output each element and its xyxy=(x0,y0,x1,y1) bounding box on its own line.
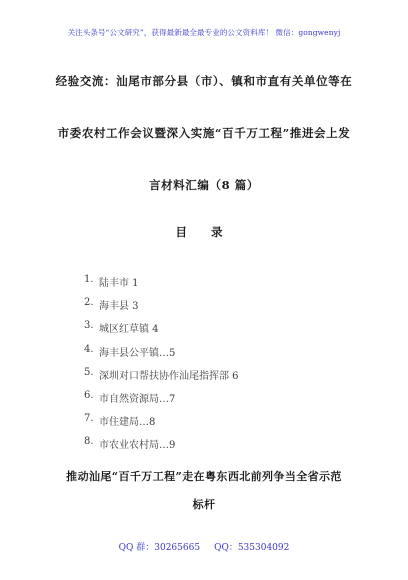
toc-item-label: 城区红草镇 4 xyxy=(99,324,159,336)
toc-item[interactable] xyxy=(84,413,239,436)
toc-item[interactable] xyxy=(84,390,239,413)
toc-item-number: 2. xyxy=(84,297,94,309)
toc-item-label: 陆丰市 1 xyxy=(99,278,139,289)
document-title-line-2: 市委农村工作会议暨深入实施“百千万工程”推进会上发 xyxy=(57,126,351,140)
toc-item[interactable] xyxy=(84,320,239,343)
toc-item[interactable] xyxy=(84,297,239,320)
header-promo-note: 关注头条号“公文研究”，获得最新最全最专业的公文资料库！ 微信：gongwenyj xyxy=(67,28,341,37)
toc-item-label: 市农业农村局…9 xyxy=(99,440,176,452)
toc-item-label: 海丰县公平镇…5 xyxy=(99,347,176,359)
toc-item[interactable] xyxy=(84,436,239,459)
toc-item-label: 市自然资源局…7 xyxy=(99,393,176,405)
toc-item-number: 3. xyxy=(84,320,94,332)
toc-item-number: 4. xyxy=(84,343,94,355)
toc-item-label: 市住建局…8 xyxy=(99,417,156,429)
toc-item-number: 1. xyxy=(84,274,94,285)
footer-contact xyxy=(0,540,408,553)
toc-item-number: 8. xyxy=(84,436,94,448)
toc-item[interactable] xyxy=(84,344,239,367)
document-title-line-3: 言材料汇编（8 篇） xyxy=(148,178,259,192)
toc-item-label: 海丰县 3 xyxy=(99,301,139,313)
section-title-line-2: 标杆 xyxy=(192,498,216,511)
section-title-line-1: 推动汕尾“百千万工程”走在粤东西北前列争当全省示范 xyxy=(66,470,342,483)
toc-item-number: 6. xyxy=(84,389,94,401)
table-of-contents xyxy=(84,274,239,460)
toc-heading: 目 录 xyxy=(175,225,233,239)
toc-item[interactable] xyxy=(84,274,239,297)
toc-item-label: 深圳对口帮扶协作汕尾指挥部 6 xyxy=(99,370,239,382)
footer-qq-group: QQ 群：30265665 xyxy=(118,543,201,553)
document-title-line-1: 经验交流：汕尾市部分县（市）、镇和市直有关单位等在 xyxy=(55,74,353,88)
footer-qq: QQ：535304092 xyxy=(214,543,290,553)
toc-item-number: 5. xyxy=(84,366,94,378)
toc-item-number: 7. xyxy=(84,413,94,425)
toc-item[interactable] xyxy=(84,367,239,390)
